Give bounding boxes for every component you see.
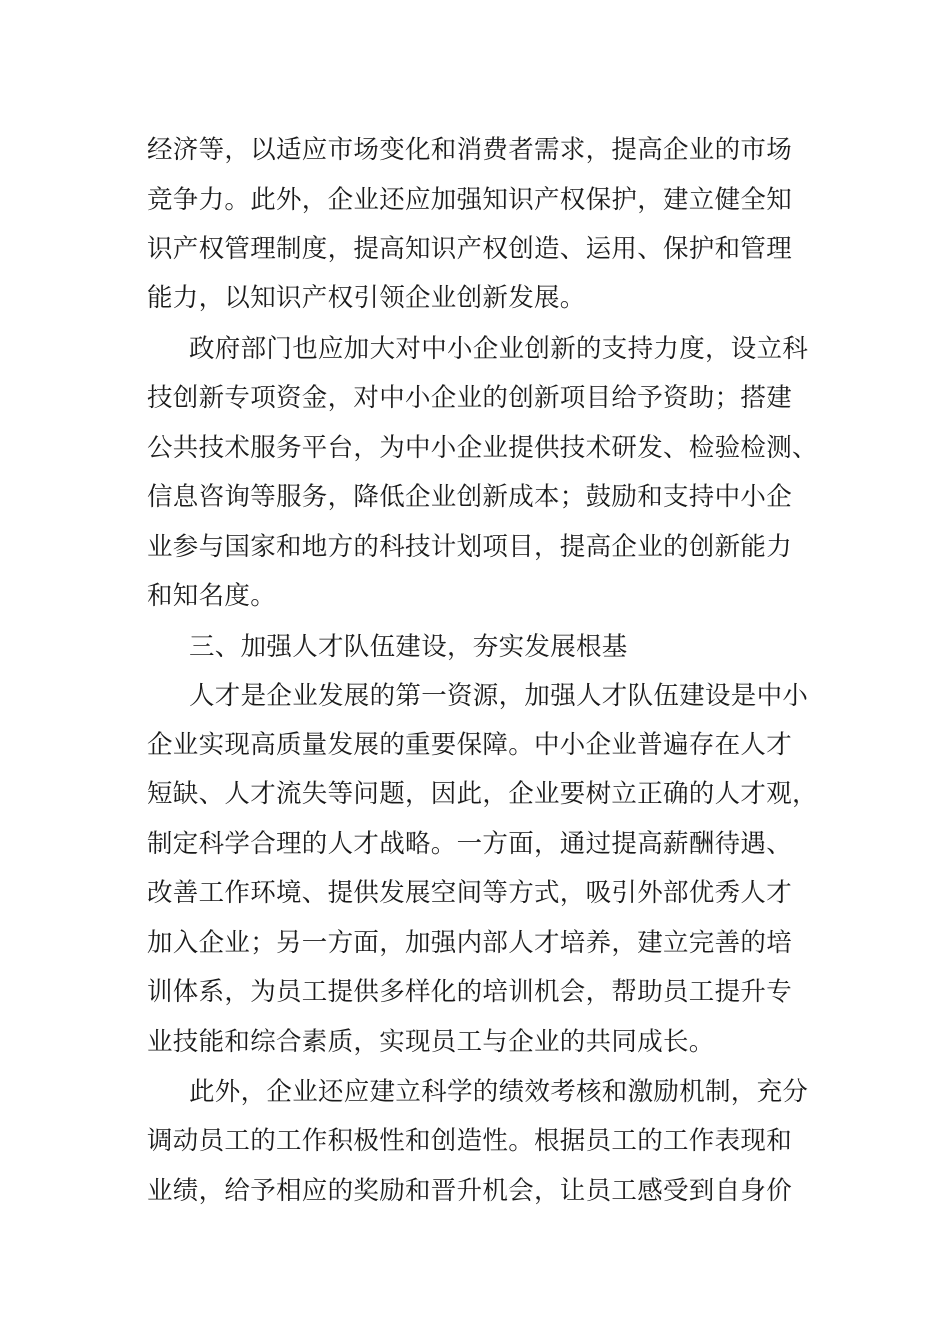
text-line: 业技能和综合素质，实现员工与企业的共同成长。 bbox=[147, 1027, 715, 1057]
text-line: 竞争力。此外，企业还应加强知识产权保护，建立健全知 bbox=[147, 185, 793, 215]
text-line: 改善工作环境、提供发展空间等方式，吸引外部优秀人才 bbox=[147, 878, 793, 908]
text-line: 信息咨询等服务，降低企业创新成本；鼓励和支持中小企 bbox=[147, 482, 793, 512]
text-line: 技创新专项资金，对中小企业的创新项目给予资助；搭建 bbox=[147, 383, 793, 413]
text-line: 经济等，以适应市场变化和消费者需求，提高企业的市场 bbox=[147, 135, 793, 165]
text-line: 识产权管理制度，提高知识产权创造、运用、保护和管理 bbox=[147, 234, 793, 264]
text-line: 业参与国家和地方的科技计划项目，提高企业的创新能力 bbox=[147, 532, 793, 562]
text-line: 公共技术服务平台，为中小企业提供技术研发、检验检测、 bbox=[147, 433, 818, 463]
paragraph-start-line: 政府部门也应加大对中小企业创新的支持力度，设立科 bbox=[189, 334, 809, 364]
text-line: 能力，以知识产权引领企业创新发展。 bbox=[147, 283, 586, 313]
text-line: 调动员工的工作积极性和创造性。根据员工的工作表现和 bbox=[147, 1126, 793, 1156]
text-line: 短缺、人才流失等问题，因此，企业要树立正确的人才观， bbox=[147, 779, 818, 809]
text-line: 制定科学合理的人才战略。一方面，通过提高薪酬待遇、 bbox=[147, 829, 793, 859]
text-line: 训体系，为员工提供多样化的培训机会，帮助员工提升专 bbox=[147, 977, 793, 1007]
text-line: 企业实现高质量发展的重要保障。中小企业普遍存在人才 bbox=[147, 730, 793, 760]
paragraph-start-line: 人才是企业发展的第一资源，加强人才队伍建设是中小 bbox=[189, 681, 809, 711]
text-line: 和知名度。 bbox=[147, 581, 277, 611]
paragraph-start-line: 此外，企业还应建立科学的绩效考核和激励机制，充分 bbox=[189, 1077, 809, 1107]
section-heading: 三、加强人才队伍建设，夯实发展根基 bbox=[189, 632, 628, 662]
text-line: 加入企业；另一方面，加强内部人才培养，建立完善的培 bbox=[147, 928, 793, 958]
text-line: 业绩，给予相应的奖励和晋升机会，让员工感受到自身价 bbox=[147, 1176, 793, 1206]
